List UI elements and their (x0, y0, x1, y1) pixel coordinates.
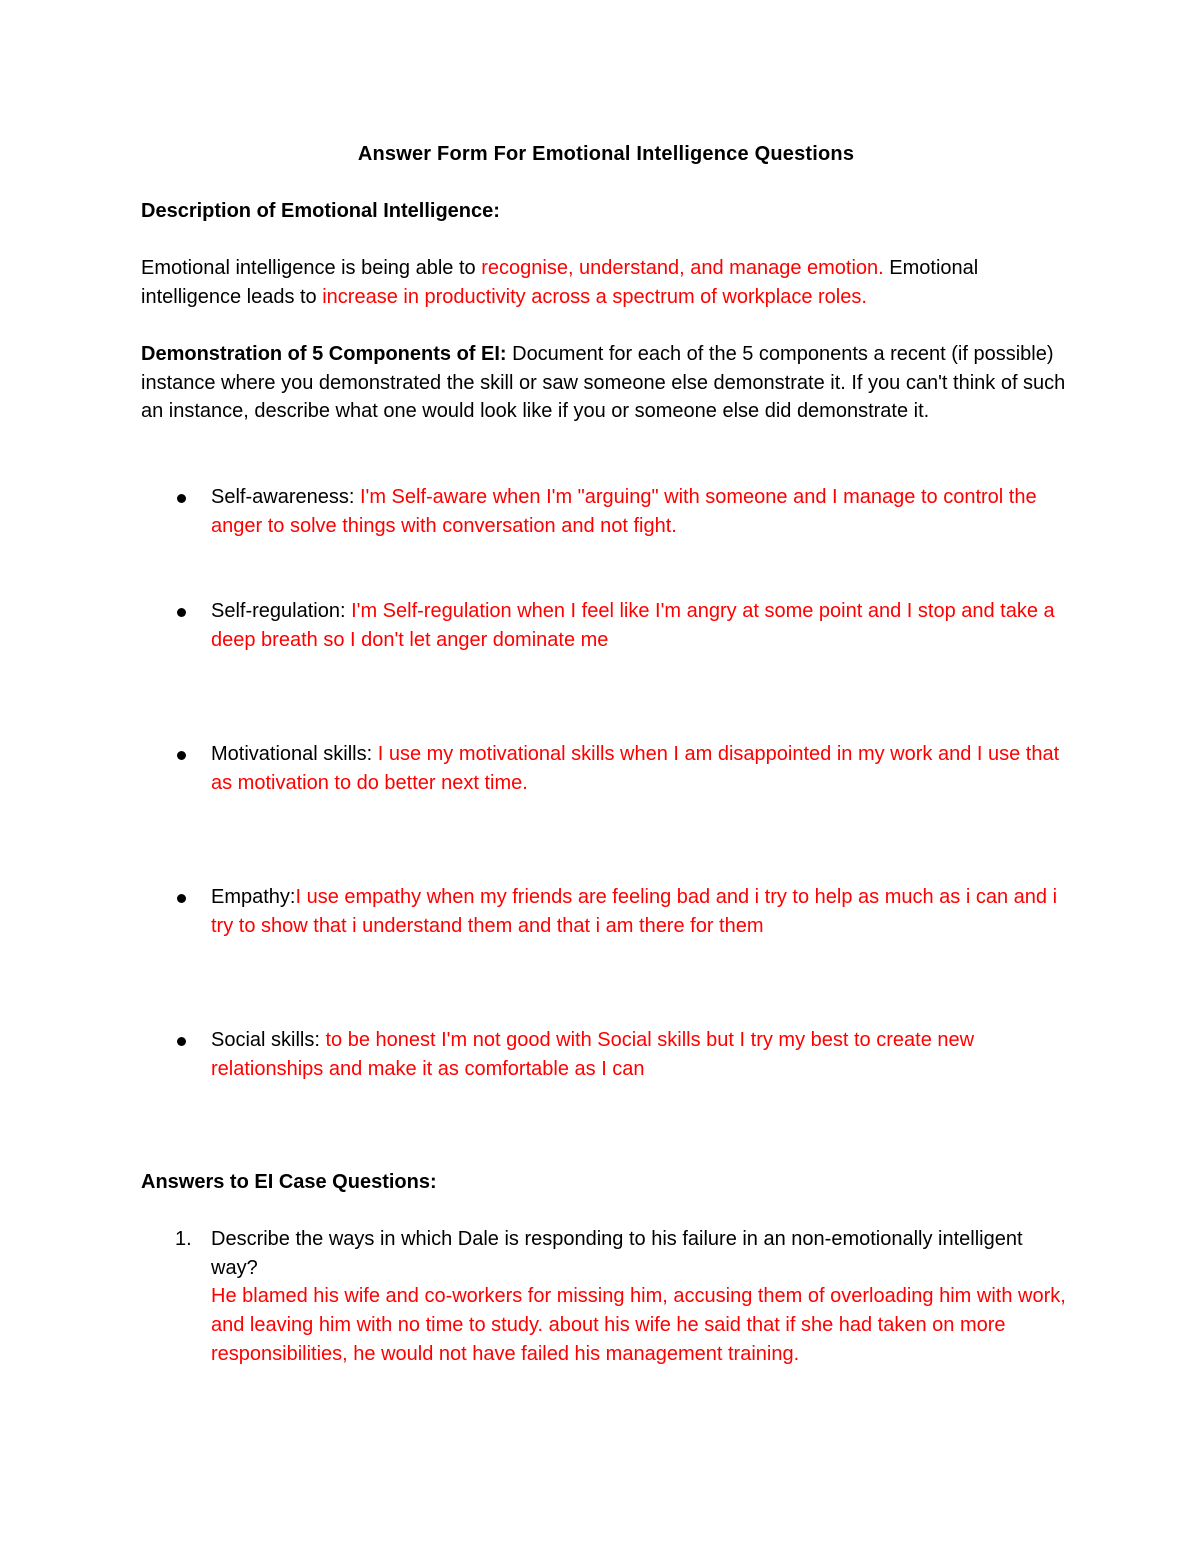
description-text-1: Emotional intelligence is being able to (141, 257, 482, 279)
description-heading: Description of Emotional Intelligence: (141, 200, 500, 222)
bullet-icon (177, 1037, 186, 1046)
component-label: Motivational skills: (211, 743, 378, 765)
description-answer-1: recognise, understand, and manage emotion. (481, 257, 884, 279)
component-answer: to be honest I'm not good with Social skills but I try my best to create new relationships and make it as comfortable as I can (211, 1029, 975, 1080)
component-label: Empathy: (211, 886, 296, 908)
component-label: Self-awareness: (211, 486, 360, 508)
bullet-icon (177, 894, 186, 903)
demonstration-heading: Demonstration of 5 Components of EI: (141, 343, 507, 365)
component-item-motivational-skills (211, 740, 1071, 797)
component-answer: I'm Self-regulation when I feel like I'm angry at some point and I stop and take a deep breath so I don't let anger dominate me (211, 600, 1055, 651)
question-text: Describe the ways in which Dale is responding to his failure in an non-emotionally intelligent way? (211, 1228, 1023, 1279)
question-number: 1. (175, 1228, 192, 1250)
component-item-empathy (211, 883, 1071, 940)
page-title: Answer Form For Emotional Intelligence Questions (357, 143, 855, 165)
component-answer: I'm Self-aware when I'm "arguing" with someone and I manage to control the anger to solve things with conversation and not fight. (211, 486, 1037, 537)
component-answer: I use empathy when my friends are feeling bad and i try to help as much as i can and i try to show that i understand them and that i am there for them (211, 886, 1058, 937)
bullet-icon (177, 751, 186, 760)
component-item-social-skills (211, 1026, 1071, 1083)
component-label: Social skills: (211, 1029, 326, 1051)
description-answer-2: increase in productivity across a spectrum of workplace roles. (322, 285, 867, 308)
component-item-self-awareness (211, 483, 1071, 540)
case-heading: Answers to EI Case Questions: (141, 1171, 437, 1193)
bullet-icon (177, 494, 186, 503)
description-paragraph (141, 254, 1071, 311)
question-answer: He blamed his wife and co-workers for missing him, accusing them of overloading him with work, and leaving him with no time to study. about his wife he said that if she had taken on more responsibilities, he would not have failed his management training. (211, 1285, 1066, 1365)
bullet-icon (177, 608, 186, 617)
case-question-item (175, 1225, 1071, 1369)
component-item-self-regulation (211, 597, 1071, 654)
component-label: Self-regulation: (211, 600, 352, 622)
demonstration-text: Document for each of the 5 components a recent (if possible) instance where you demonstrated the skill or saw someone else demonstrate it. If you can't think of such an instance, describe what one would look like if you or someone else did demonstrate it. (141, 343, 1066, 423)
description-text-2: Emotional intelligence leads to (141, 257, 979, 308)
demonstration-paragraph (141, 340, 1071, 426)
component-answer: I use my motivational skills when I am disappointed in my work and I use that as motivation to do better next time. (211, 743, 1060, 794)
